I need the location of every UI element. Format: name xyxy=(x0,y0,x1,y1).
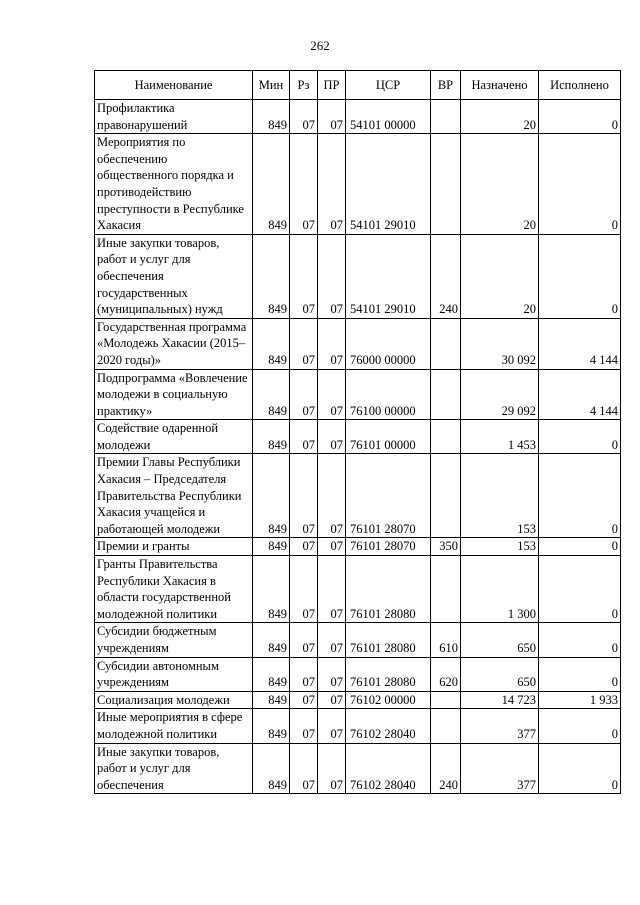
cell-csr: 76101 28070 xyxy=(346,454,431,538)
cell-ispolneno: 0 xyxy=(539,234,621,318)
cell-rz: 07 xyxy=(290,234,318,318)
header-rz: Рз xyxy=(290,71,318,100)
table-row xyxy=(95,556,621,623)
cell-rz: 07 xyxy=(290,318,318,369)
cell-rz: 07 xyxy=(290,100,318,134)
header-pr: ПР xyxy=(318,71,346,100)
cell-csr: 76102 28040 xyxy=(346,709,431,743)
cell-rz: 07 xyxy=(290,369,318,420)
cell-name: Премии Главы Республики Хакасия – Председателя Правительства Республики Хакасия учащейся и работающей молодежи xyxy=(95,454,253,538)
table-row xyxy=(95,691,621,709)
table-row xyxy=(95,100,621,134)
cell-naznacheno: 153 xyxy=(461,538,539,556)
table-row xyxy=(95,623,621,657)
cell-vr: 610 xyxy=(431,623,461,657)
cell-csr: 76101 28080 xyxy=(346,556,431,623)
cell-naznacheno: 14 723 xyxy=(461,691,539,709)
table-row xyxy=(95,657,621,691)
table-row xyxy=(95,134,621,235)
cell-name: Иные закупки товаров, работ и услуг для обеспечения государственных (муниципальных) нужд xyxy=(95,234,253,318)
cell-ispolneno: 0 xyxy=(539,134,621,235)
cell-ispolneno: 0 xyxy=(539,454,621,538)
cell-rz: 07 xyxy=(290,657,318,691)
cell-pr: 07 xyxy=(318,454,346,538)
cell-min: 849 xyxy=(253,556,290,623)
header-vr: ВР xyxy=(431,71,461,100)
cell-pr: 07 xyxy=(318,623,346,657)
cell-csr: 76102 28040 xyxy=(346,743,431,794)
cell-min: 849 xyxy=(253,538,290,556)
cell-name: Субсидии автономным учреждениям xyxy=(95,657,253,691)
cell-naznacheno: 1 300 xyxy=(461,556,539,623)
cell-pr: 07 xyxy=(318,318,346,369)
table-row xyxy=(95,709,621,743)
cell-pr: 07 xyxy=(318,691,346,709)
table-row xyxy=(95,234,621,318)
header-csr: ЦСР xyxy=(346,71,431,100)
cell-naznacheno: 20 xyxy=(461,100,539,134)
cell-pr: 07 xyxy=(318,556,346,623)
cell-vr xyxy=(431,454,461,538)
cell-vr xyxy=(431,709,461,743)
cell-name: Государственная программа «Молодежь Хакасии (2015–2020 годы)» xyxy=(95,318,253,369)
cell-rz: 07 xyxy=(290,454,318,538)
cell-naznacheno: 30 092 xyxy=(461,318,539,369)
cell-ispolneno: 0 xyxy=(539,623,621,657)
cell-name: Субсидии бюджетным учреждениям xyxy=(95,623,253,657)
cell-ispolneno: 4 144 xyxy=(539,318,621,369)
cell-pr: 07 xyxy=(318,538,346,556)
cell-ispolneno: 4 144 xyxy=(539,369,621,420)
cell-rz: 07 xyxy=(290,538,318,556)
cell-csr: 76101 28080 xyxy=(346,623,431,657)
cell-naznacheno: 650 xyxy=(461,657,539,691)
cell-naznacheno: 20 xyxy=(461,234,539,318)
cell-name: Профилактика правонарушений xyxy=(95,100,253,134)
cell-min: 849 xyxy=(253,709,290,743)
cell-naznacheno: 650 xyxy=(461,623,539,657)
cell-csr: 54101 29010 xyxy=(346,134,431,235)
cell-naznacheno: 1 453 xyxy=(461,420,539,454)
cell-ispolneno: 0 xyxy=(539,709,621,743)
cell-pr: 07 xyxy=(318,100,346,134)
cell-vr xyxy=(431,318,461,369)
cell-min: 849 xyxy=(253,318,290,369)
cell-pr: 07 xyxy=(318,709,346,743)
cell-min: 849 xyxy=(253,743,290,794)
cell-vr: 240 xyxy=(431,234,461,318)
cell-csr: 54101 00000 xyxy=(346,100,431,134)
cell-rz: 07 xyxy=(290,623,318,657)
cell-pr: 07 xyxy=(318,743,346,794)
cell-vr: 240 xyxy=(431,743,461,794)
cell-min: 849 xyxy=(253,234,290,318)
cell-csr: 76101 28080 xyxy=(346,657,431,691)
cell-min: 849 xyxy=(253,420,290,454)
cell-pr: 07 xyxy=(318,657,346,691)
header-min: Мин xyxy=(253,71,290,100)
cell-name: Подпрограмма «Вовлечение молодежи в социальную практику» xyxy=(95,369,253,420)
cell-pr: 07 xyxy=(318,420,346,454)
header-ispolneno: Исполнено xyxy=(539,71,621,100)
cell-ispolneno: 0 xyxy=(539,556,621,623)
cell-vr: 350 xyxy=(431,538,461,556)
table-row xyxy=(95,369,621,420)
cell-ispolneno: 0 xyxy=(539,100,621,134)
table-row xyxy=(95,318,621,369)
table-row xyxy=(95,538,621,556)
cell-min: 849 xyxy=(253,454,290,538)
cell-min: 849 xyxy=(253,657,290,691)
cell-rz: 07 xyxy=(290,691,318,709)
cell-rz: 07 xyxy=(290,420,318,454)
cell-rz: 07 xyxy=(290,134,318,235)
cell-rz: 07 xyxy=(290,556,318,623)
cell-csr: 76100 00000 xyxy=(346,369,431,420)
cell-ispolneno: 0 xyxy=(539,538,621,556)
cell-naznacheno: 377 xyxy=(461,743,539,794)
cell-name: Мероприятия по обеспечению общественного порядка и противодействию преступности в Республике Хакасия xyxy=(95,134,253,235)
cell-rz: 07 xyxy=(290,743,318,794)
cell-name: Гранты Правительства Республики Хакасия в области государственной молодежной политики xyxy=(95,556,253,623)
cell-naznacheno: 29 092 xyxy=(461,369,539,420)
cell-naznacheno: 20 xyxy=(461,134,539,235)
cell-ispolneno: 0 xyxy=(539,420,621,454)
cell-vr xyxy=(431,134,461,235)
cell-rz: 07 xyxy=(290,709,318,743)
table-row xyxy=(95,454,621,538)
cell-min: 849 xyxy=(253,691,290,709)
cell-vr xyxy=(431,691,461,709)
table-row xyxy=(95,743,621,794)
table-header-row xyxy=(95,71,621,100)
cell-min: 849 xyxy=(253,369,290,420)
cell-csr: 76102 00000 xyxy=(346,691,431,709)
cell-vr xyxy=(431,369,461,420)
cell-ispolneno: 1 933 xyxy=(539,691,621,709)
table-row xyxy=(95,420,621,454)
budget-table xyxy=(94,70,621,794)
cell-csr: 76101 28070 xyxy=(346,538,431,556)
cell-name: Содействие одаренной молодежи xyxy=(95,420,253,454)
header-name: Наименование xyxy=(95,71,253,100)
cell-vr: 620 xyxy=(431,657,461,691)
cell-min: 849 xyxy=(253,100,290,134)
cell-min: 849 xyxy=(253,623,290,657)
cell-csr: 54101 29010 xyxy=(346,234,431,318)
cell-name: Премии и гранты xyxy=(95,538,253,556)
cell-naznacheno: 153 xyxy=(461,454,539,538)
cell-csr: 76101 00000 xyxy=(346,420,431,454)
cell-csr: 76000 00000 xyxy=(346,318,431,369)
cell-ispolneno: 0 xyxy=(539,743,621,794)
cell-pr: 07 xyxy=(318,234,346,318)
cell-pr: 07 xyxy=(318,369,346,420)
cell-naznacheno: 377 xyxy=(461,709,539,743)
cell-ispolneno: 0 xyxy=(539,657,621,691)
cell-pr: 07 xyxy=(318,134,346,235)
cell-min: 849 xyxy=(253,134,290,235)
cell-vr xyxy=(431,420,461,454)
cell-name: Иные мероприятия в сфере молодежной политики xyxy=(95,709,253,743)
cell-name: Социализация молодежи xyxy=(95,691,253,709)
cell-vr xyxy=(431,100,461,134)
cell-name: Иные закупки товаров, работ и услуг для обеспечения xyxy=(95,743,253,794)
header-naznacheno: Назначено xyxy=(461,71,539,100)
page-number: 262 xyxy=(310,38,330,53)
cell-vr xyxy=(431,556,461,623)
